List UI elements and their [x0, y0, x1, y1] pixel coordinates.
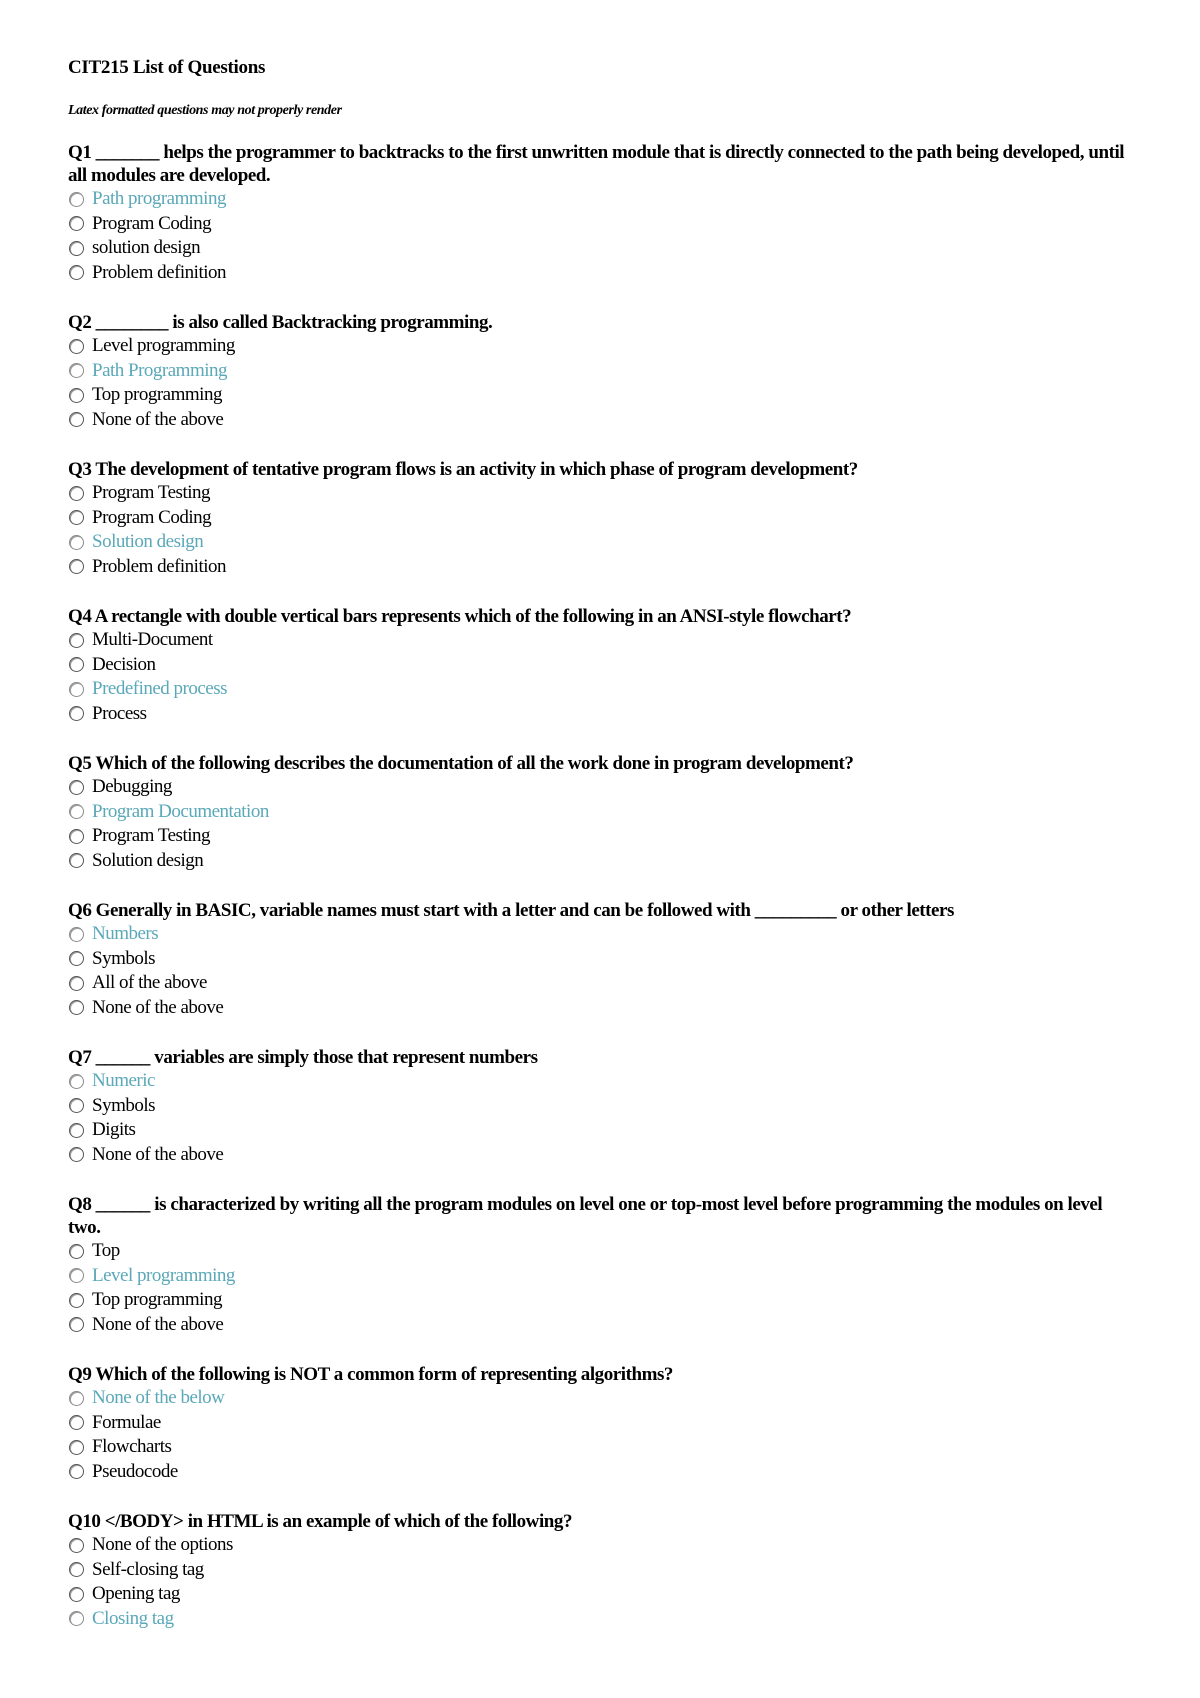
answer-option[interactable] — [68, 922, 1138, 947]
option-label: Solution design — [92, 531, 204, 553]
answer-option[interactable] — [68, 947, 1138, 972]
radio-button-icon[interactable] — [69, 853, 84, 868]
radio-button-icon[interactable] — [69, 216, 84, 231]
answer-option[interactable] — [68, 530, 1138, 555]
option-label: solution design — [92, 237, 201, 259]
answer-option[interactable] — [68, 359, 1138, 384]
radio-button-icon[interactable] — [69, 706, 84, 721]
question-list — [68, 141, 1138, 1631]
radio-button-icon[interactable] — [69, 1391, 84, 1406]
option-label: Closing tag — [92, 1607, 174, 1629]
option-label: None of the above — [92, 996, 224, 1018]
option-label: Level programming — [92, 1264, 235, 1286]
option-label: Top programming — [92, 384, 222, 406]
question — [68, 1046, 1138, 1167]
radio-button-icon[interactable] — [69, 1611, 84, 1626]
option-label: Debugging — [92, 776, 172, 798]
radio-button-icon[interactable] — [69, 535, 84, 550]
radio-button-icon[interactable] — [69, 486, 84, 501]
radio-button-icon[interactable] — [69, 1440, 84, 1455]
answer-option[interactable] — [68, 775, 1138, 800]
option-label: Path Programming — [92, 359, 228, 381]
question-text: Q9 Which of the following is NOT a common form of representing algorithms? — [68, 1364, 673, 1385]
option-label: Opening tag — [92, 1583, 180, 1605]
option-label: Digits — [92, 1119, 136, 1141]
question — [68, 752, 1138, 873]
option-label: Program Testing — [92, 825, 211, 847]
answer-option[interactable] — [68, 383, 1138, 408]
answer-option[interactable] — [68, 1558, 1138, 1583]
option-label: Symbols — [92, 1094, 156, 1116]
answer-option[interactable] — [68, 1435, 1138, 1460]
answer-option[interactable] — [68, 408, 1138, 433]
answer-option[interactable] — [68, 1143, 1138, 1168]
answer-option[interactable] — [68, 1607, 1138, 1632]
page-title: CIT215 List of Questions — [68, 57, 266, 78]
option-label: Numeric — [92, 1070, 155, 1092]
option-label: None of the options — [92, 1534, 233, 1556]
radio-button-icon[interactable] — [69, 951, 84, 966]
radio-button-icon[interactable] — [69, 1464, 84, 1479]
radio-button-icon[interactable] — [69, 1000, 84, 1015]
answer-option[interactable] — [68, 236, 1138, 261]
answer-option[interactable] — [68, 1239, 1138, 1264]
question-text: Q2 ________ is also called Backtracking programming. — [68, 312, 493, 333]
option-label: None of the below — [92, 1387, 225, 1409]
question — [68, 1510, 1138, 1631]
option-label: None of the above — [92, 408, 224, 430]
radio-button-icon[interactable] — [69, 1293, 84, 1308]
question-text: Q3 The development of tentative program flows is an activity in which phase of program development? — [68, 459, 858, 480]
answer-option[interactable] — [68, 702, 1138, 727]
answer-option[interactable] — [68, 261, 1138, 286]
radio-button-icon[interactable] — [69, 1415, 84, 1430]
answer-option[interactable] — [68, 1460, 1138, 1485]
question — [68, 141, 1138, 285]
radio-button-icon[interactable] — [69, 976, 84, 991]
question — [68, 458, 1138, 579]
answer-option[interactable] — [68, 824, 1138, 849]
radio-button-icon[interactable] — [69, 804, 84, 819]
answer-option[interactable] — [68, 481, 1138, 506]
radio-button-icon[interactable] — [69, 192, 84, 207]
answer-option[interactable] — [68, 1118, 1138, 1143]
radio-button-icon[interactable] — [69, 657, 84, 672]
option-label: Predefined process — [92, 678, 228, 700]
answer-option[interactable] — [68, 971, 1138, 996]
option-label: Pseudocode — [92, 1460, 178, 1482]
option-label: Formulae — [92, 1411, 161, 1433]
option-label: Problem definition — [92, 555, 227, 577]
question — [68, 311, 1138, 432]
answer-option[interactable] — [68, 212, 1138, 237]
radio-button-icon[interactable] — [69, 510, 84, 525]
radio-button-icon[interactable] — [69, 1317, 84, 1332]
answer-option[interactable] — [68, 1533, 1138, 1558]
question-text: Q5 Which of the following describes the documentation of all the work done in program development? — [68, 753, 854, 774]
question-text: Q8 ______ is characterized by writing all the program modules on level one or top-most level before programming the modules on level two. — [68, 1194, 1103, 1238]
answer-option[interactable] — [68, 996, 1138, 1021]
option-label: Process — [92, 702, 147, 724]
answer-option[interactable] — [68, 1411, 1138, 1436]
radio-button-icon[interactable] — [69, 1538, 84, 1553]
radio-button-icon[interactable] — [69, 633, 84, 648]
radio-button-icon[interactable] — [69, 265, 84, 280]
radio-button-icon[interactable] — [69, 927, 84, 942]
answer-option[interactable] — [68, 677, 1138, 702]
option-label: Solution design — [92, 849, 204, 871]
answer-option[interactable] — [68, 1313, 1138, 1338]
answer-option[interactable] — [68, 1288, 1138, 1313]
radio-button-icon[interactable] — [69, 1268, 84, 1283]
radio-button-icon[interactable] — [69, 1562, 84, 1577]
option-label: Flowcharts — [92, 1436, 172, 1458]
radio-button-icon[interactable] — [69, 1074, 84, 1089]
question-text: Q1 _______ helps the programmer to backtracks to the first unwritten module that is directly connected to the path being developed, until all modules are developed. — [68, 142, 1125, 186]
answer-option[interactable] — [68, 653, 1138, 678]
answer-option[interactable] — [68, 849, 1138, 874]
radio-button-icon[interactable] — [69, 829, 84, 844]
option-label: Level programming — [92, 335, 235, 357]
option-label: Self-closing tag — [92, 1558, 204, 1580]
answer-option[interactable] — [68, 1069, 1138, 1094]
option-label: Top — [92, 1240, 120, 1262]
option-label: Program Testing — [92, 482, 211, 504]
answer-option[interactable] — [68, 187, 1138, 212]
question-text: Q6 Generally in BASIC, variable names must start with a letter and can be followed with _________ or other letters — [68, 900, 954, 921]
radio-button-icon[interactable] — [69, 1244, 84, 1259]
option-label: Top programming — [92, 1289, 222, 1311]
option-label: Program Coding — [92, 212, 212, 234]
option-label: Problem definition — [92, 261, 227, 283]
answer-option[interactable] — [68, 1094, 1138, 1119]
answer-option[interactable] — [68, 506, 1138, 531]
answer-option[interactable] — [68, 1582, 1138, 1607]
latex-render-note: Latex formatted questions may not properly render — [68, 103, 342, 118]
option-label: Multi-Document — [92, 629, 213, 651]
radio-button-icon[interactable] — [69, 1587, 84, 1602]
radio-button-icon[interactable] — [69, 682, 84, 697]
radio-button-icon[interactable] — [69, 339, 84, 354]
option-label: Symbols — [92, 947, 156, 969]
radio-button-icon[interactable] — [69, 412, 84, 427]
option-label: None of the above — [92, 1313, 224, 1335]
answer-option[interactable] — [68, 1386, 1138, 1411]
question-text: Q10 </BODY> in HTML is an example of which of the following? — [68, 1511, 572, 1532]
question — [68, 1363, 1138, 1484]
question-text: Q7 ______ variables are simply those that represent numbers — [68, 1047, 538, 1068]
radio-button-icon[interactable] — [69, 1147, 84, 1162]
question — [68, 899, 1138, 1020]
radio-button-icon[interactable] — [69, 1123, 84, 1138]
answer-option[interactable] — [68, 1264, 1138, 1289]
option-label: All of the above — [92, 972, 207, 994]
radio-button-icon[interactable] — [69, 363, 84, 378]
question-text: Q4 A rectangle with double vertical bars represents which of the following in an ANSI-style flowchart? — [68, 606, 852, 627]
option-label: Decision — [92, 653, 156, 675]
answer-option[interactable] — [68, 334, 1138, 359]
answer-option[interactable] — [68, 628, 1138, 653]
option-label: Numbers — [92, 923, 159, 945]
option-label: None of the above — [92, 1143, 224, 1165]
answer-option[interactable] — [68, 800, 1138, 825]
radio-button-icon[interactable] — [69, 1098, 84, 1113]
question — [68, 605, 1138, 726]
radio-button-icon[interactable] — [69, 241, 84, 256]
radio-button-icon[interactable] — [69, 559, 84, 574]
option-label: Program Documentation — [92, 800, 269, 822]
option-label: Path programming — [92, 188, 226, 210]
answer-option[interactable] — [68, 555, 1138, 580]
document-page — [68, 56, 1138, 1657]
option-label: Program Coding — [92, 506, 212, 528]
question — [68, 1193, 1138, 1337]
radio-button-icon[interactable] — [69, 780, 84, 795]
radio-button-icon[interactable] — [69, 388, 84, 403]
